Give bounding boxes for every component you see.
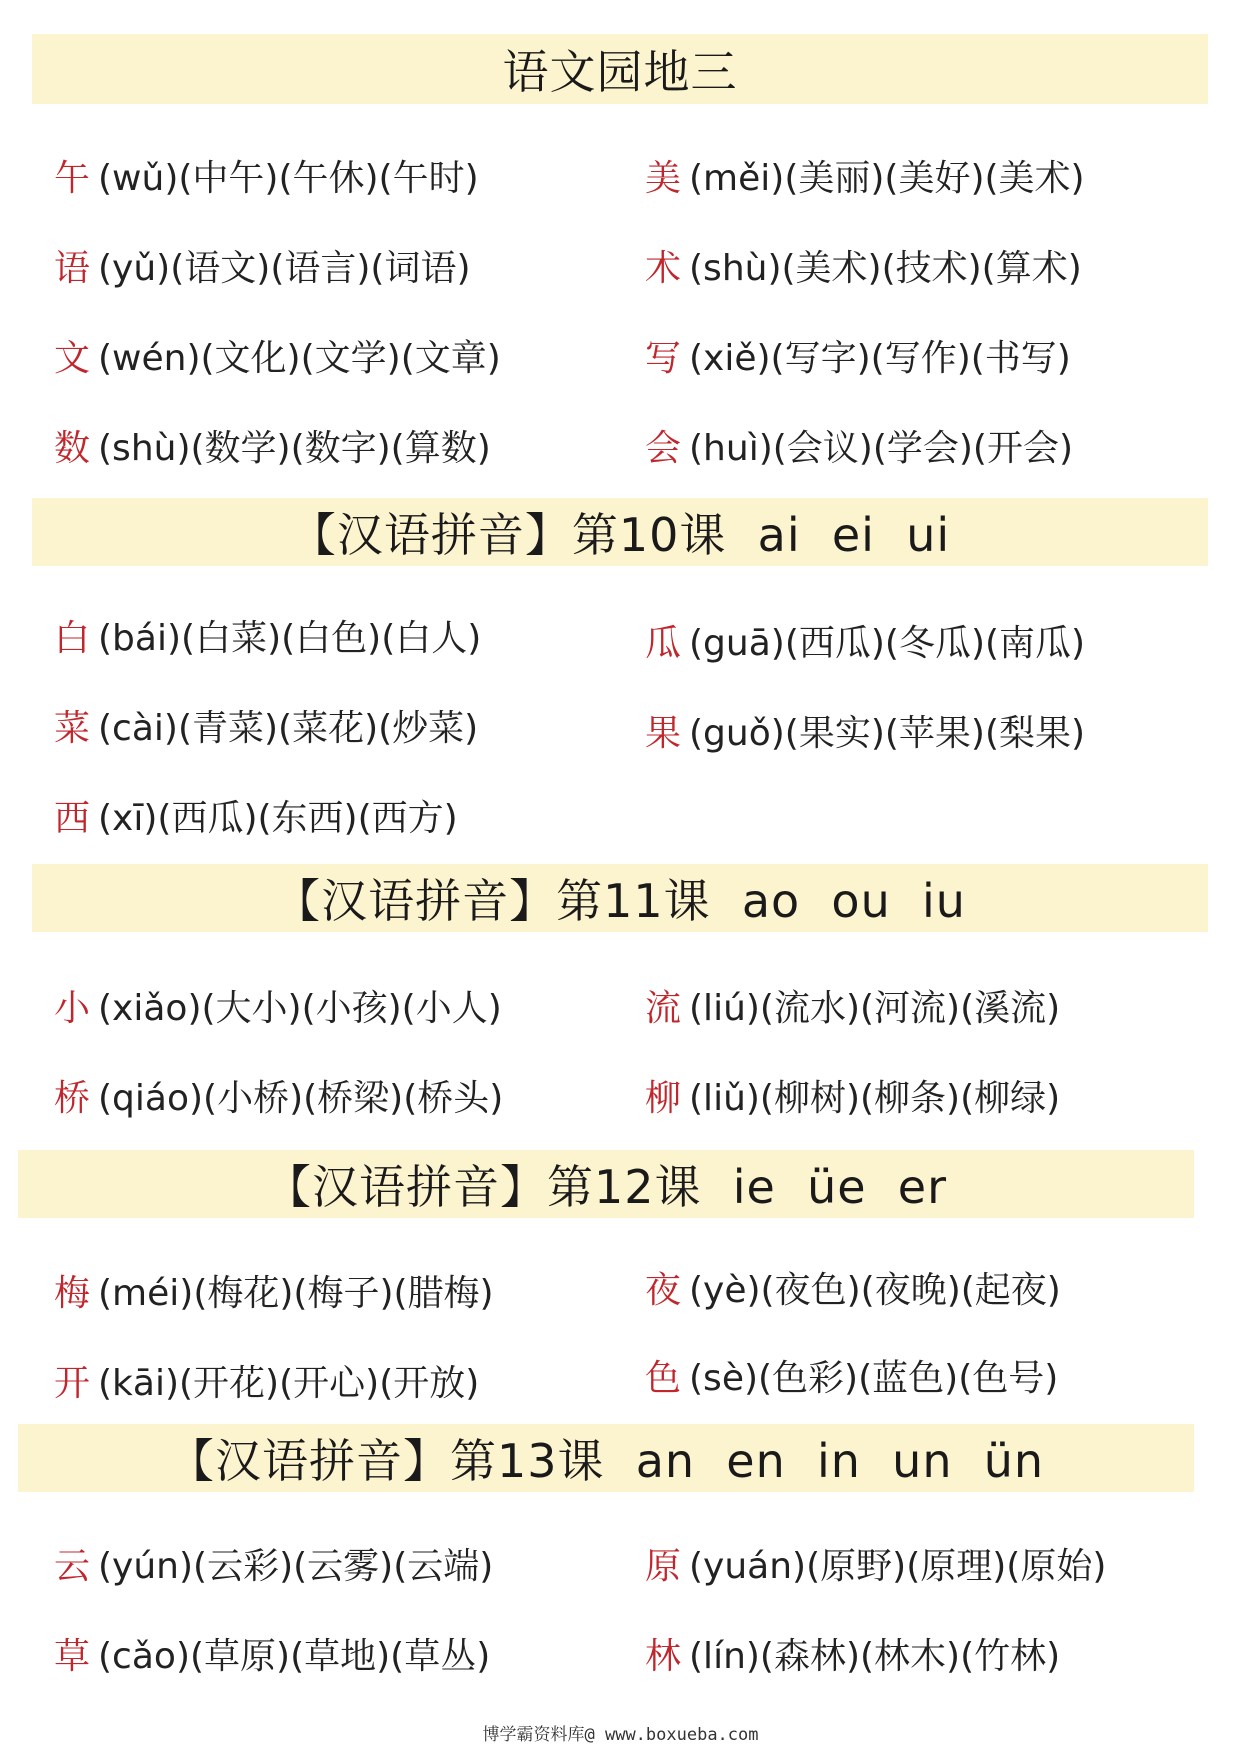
list-item (54, 610, 481, 661)
pinyin-words: (bái)(白菜)(白色)(白人) (98, 618, 482, 659)
character: 柳 (645, 1078, 682, 1119)
section-header-lesson-11: 【汉语拼音】第11课 ao ou iu (32, 864, 1208, 932)
character: 色 (645, 1358, 682, 1399)
pinyin-words: (shù)(数学)(数字)(算数) (98, 428, 491, 469)
section-header-lesson-12: 【汉语拼音】第12课 ie üe er (18, 1150, 1194, 1218)
pinyin-words: (lín)(森林)(林木)(竹林) (689, 1636, 1061, 1677)
pinyin-words: (guǒ)(果实)(苹果)(梨果) (689, 713, 1086, 754)
pinyin-words: (qiáo)(小桥)(桥梁)(桥头) (98, 1078, 504, 1119)
pinyin-words: (liǔ)(柳树)(柳条)(柳绿) (689, 1078, 1061, 1119)
list-item (645, 705, 1085, 756)
list-item (645, 420, 1073, 471)
character: 西 (54, 798, 91, 839)
pinyin-words: (méi)(梅花)(梅子)(腊梅) (98, 1273, 494, 1314)
character: 瓜 (645, 623, 682, 664)
list-item (645, 980, 1060, 1031)
pinyin-words: (xī)(西瓜)(东西)(西方) (98, 798, 458, 839)
list-item (54, 420, 491, 471)
list-item (54, 1070, 503, 1121)
list-item (645, 615, 1085, 666)
pinyin-words: (měi)(美丽)(美好)(美术) (689, 158, 1085, 199)
character: 桥 (54, 1078, 91, 1119)
character: 会 (645, 428, 682, 469)
pinyin-words: (cǎo)(草原)(草地)(草丛) (98, 1636, 491, 1677)
character: 草 (54, 1636, 91, 1677)
section-header-lesson-13: 【汉语拼音】第13课 an en in un ün (18, 1424, 1194, 1492)
list-item (645, 1262, 1061, 1313)
character: 流 (645, 988, 682, 1029)
list-item (645, 1538, 1106, 1589)
pinyin-words: (liú)(流水)(河流)(溪流) (689, 988, 1061, 1029)
character: 果 (645, 713, 682, 754)
pinyin-words: (xiě)(写字)(写作)(书写) (689, 338, 1071, 379)
pinyin-words: (yǔ)(语文)(语言)(词语) (98, 248, 471, 289)
character: 小 (54, 988, 91, 1029)
character: 写 (645, 338, 682, 379)
list-item (645, 150, 1085, 201)
list-item (54, 980, 502, 1031)
character: 梅 (54, 1273, 91, 1314)
section-header-lesson-10: 【汉语拼音】第10课 ai ei ui (32, 498, 1208, 566)
pinyin-words: (huì)(会议)(学会)(开会) (689, 428, 1074, 469)
character: 夜 (645, 1270, 682, 1311)
character: 林 (645, 1636, 682, 1677)
pinyin-words: (wén)(文化)(文学)(文章) (98, 338, 501, 379)
list-item (54, 1265, 494, 1316)
character: 美 (645, 158, 682, 199)
pinyin-words: (cài)(青菜)(菜花)(炒菜) (98, 708, 479, 749)
character: 文 (54, 338, 91, 379)
character: 术 (645, 248, 682, 289)
character: 午 (54, 158, 91, 199)
list-item (645, 330, 1071, 381)
pinyin-words: (xiǎo)(大小)(小孩)(小人) (98, 988, 502, 1029)
list-item (54, 330, 501, 381)
list-item (645, 1070, 1060, 1121)
list-item (645, 1628, 1060, 1679)
character: 数 (54, 428, 91, 469)
character: 白 (54, 618, 91, 659)
list-item (645, 240, 1082, 291)
list-item (54, 790, 458, 841)
character: 开 (54, 1363, 91, 1404)
list-item (54, 700, 478, 751)
pinyin-words: (sè)(色彩)(蓝色)(色号) (689, 1358, 1059, 1399)
pinyin-words: (guā)(西瓜)(冬瓜)(南瓜) (689, 623, 1086, 664)
pinyin-words: (yuán)(原野)(原理)(原始) (689, 1546, 1107, 1587)
list-item (54, 240, 471, 291)
list-item (54, 1355, 479, 1406)
pinyin-words: (wǔ)(中午)(午休)(午时) (98, 158, 479, 199)
pinyin-words: (yè)(夜色)(夜晚)(起夜) (689, 1270, 1061, 1311)
list-item (54, 1538, 493, 1589)
list-item (54, 150, 479, 201)
pinyin-words: (kāi)(开花)(开心)(开放) (98, 1363, 480, 1404)
footer-watermark: 博学霸资料库@ www.boxueba.com (482, 1725, 759, 1745)
list-item (54, 1628, 490, 1679)
character: 原 (645, 1546, 682, 1587)
pinyin-words: (shù)(美术)(技术)(算术) (689, 248, 1082, 289)
page-title: 语文园地三 (32, 34, 1208, 104)
character: 云 (54, 1546, 91, 1587)
character: 语 (54, 248, 91, 289)
character: 菜 (54, 708, 91, 749)
pinyin-words: (yún)(云彩)(云雾)(云端) (98, 1546, 494, 1587)
list-item (645, 1350, 1058, 1401)
